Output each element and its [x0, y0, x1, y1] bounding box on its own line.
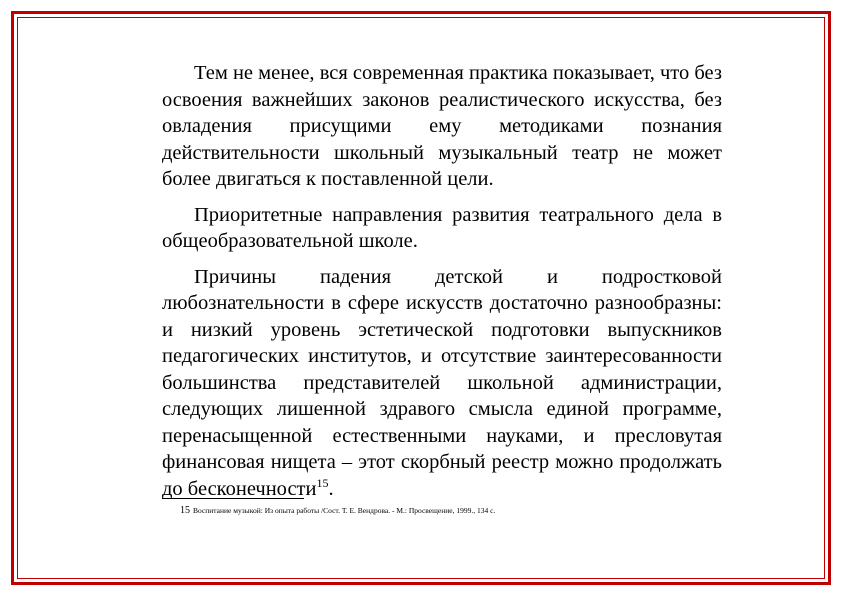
- footnote: [180, 505, 495, 516]
- paragraph-practice: Тем не менее, вся современная практика показывает, что без освоения важнейших законов реалистического искусства, без овладения присущими ему методиками познания действительности школьный музыкальный театр не может более двигаться к поставленной цели.: [162, 62, 722, 190]
- paragraph-reasons-end: .: [328, 477, 334, 500]
- footnote-separator: [162, 498, 304, 499]
- footnote-number: 15: [180, 505, 190, 516]
- footnote-reference[interactable]: 15: [316, 475, 329, 490]
- paragraph-priorities-heading: Приоритетные направления развития театрального дела в общеобразовательной школе.: [162, 203, 722, 252]
- body-text: [162, 60, 722, 511]
- paragraph-reasons-text: Причины падения детской и подростковой любознательности в сфере искусств достаточно разнообразны: и низкий уровень эстетической подготовки выпускников педагогических институтов, и отсутствие заинтересованности большинства представителей школьной администрации, следующих лишенной здравого смысла единой программе, перенасыщенной естественными науками, и пресловутая финансовая нищета – этот скорбный реестр можно продолжать до бесконечности: [162, 265, 722, 500]
- paragraph-reasons: [162, 264, 722, 503]
- footnote-text: Воспитание музыкой: Из опыта работы /Сост. Т. Е. Вендрова. - М.: Просвещение, 1999., 134 с.: [193, 506, 496, 515]
